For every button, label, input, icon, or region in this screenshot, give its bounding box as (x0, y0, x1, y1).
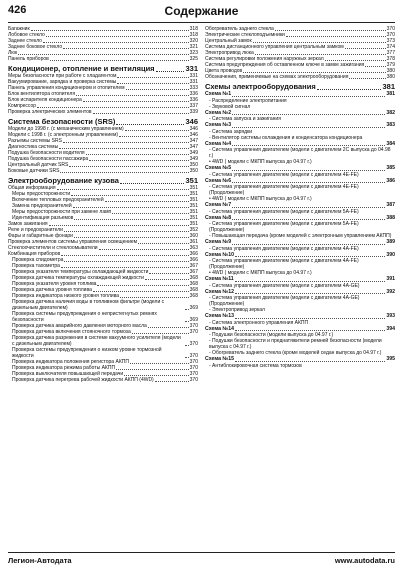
toc-entry-title: Проверка датчика включения стояночного тормоза (12, 329, 131, 335)
toc-entry-page: 368 (189, 287, 198, 293)
dot-leader (317, 89, 382, 90)
toc-entry-title: Реле и предохранители (8, 227, 63, 233)
scheme-heading-title: Схема №14 (205, 325, 234, 332)
dot-leader (125, 130, 189, 131)
toc-entry-title: Комбинация приборов (8, 251, 61, 257)
dot-leader (148, 327, 189, 328)
toc-entry-page: 369 (189, 305, 198, 311)
toc-entry-page: 370 (189, 323, 198, 329)
dot-leader (232, 182, 385, 183)
toc-entry-title: Проверка индикатора низкого уровня топлива (12, 293, 120, 299)
toc-entry-page: 367 (189, 263, 198, 269)
dot-leader (69, 166, 188, 167)
dot-leader (50, 60, 189, 61)
scheme-item: - Система управления двигателем (модели с двигателем 4А-GE) (209, 282, 360, 289)
toc-entry-title: Проверка указателя уровня топлива (12, 281, 97, 287)
toc-entry-title: Система дистанционного управления центральным замком (205, 44, 344, 50)
toc-entry-title: Заднее боковое стекло (8, 44, 63, 50)
dot-leader (185, 357, 189, 358)
toc-entry-title: Модели с 1998 г. (с электронным управлением) (8, 132, 119, 138)
scheme-heading-title: Схема №7 (205, 202, 232, 208)
toc-entry-title: Лобовое стекло (8, 32, 45, 38)
scheme-heading-title: Схема №5 (205, 165, 232, 171)
toc-entry (8, 347, 198, 359)
toc-entry-title: Замена предохранителей (12, 203, 72, 209)
dot-leader (18, 54, 188, 55)
scheme-heading-page: 394 (386, 325, 395, 332)
dot-leader (61, 255, 188, 256)
dot-leader (365, 66, 385, 67)
toc-entry-title: Электропривод люка (205, 50, 254, 56)
dot-leader (156, 71, 185, 72)
toc-entry-title: Обозначения, применяемые на схемах электрооборудования (205, 74, 349, 80)
toc-entry-title: Проверка системы предупреждения о непристегнутых ремнях безопасности (12, 311, 157, 323)
scheme-heading-page: 392 (386, 288, 395, 295)
dot-leader (46, 36, 189, 37)
dot-leader (116, 369, 189, 370)
dot-leader (31, 30, 189, 31)
scheme-item: - Система электронного управления АКПП (209, 319, 309, 326)
toc-entry-title: Проверка датчика наличия воды в топливном фильтре (модели с дизельным двигателем) (12, 299, 165, 311)
toc-right-column (205, 26, 395, 369)
toc-entry-title: Система регулировки положения наружных зеркал (205, 56, 324, 62)
dot-leader (235, 330, 385, 331)
toc-entry-title: Замок зажигания (8, 221, 48, 227)
toc-entry-page: 350 (189, 168, 198, 174)
dot-leader (116, 124, 184, 125)
toc-left-column (8, 26, 198, 383)
toc-entry-title: Меры безопасности при работе с хладагентом (8, 73, 117, 79)
dot-leader (63, 48, 188, 49)
toc-entry-page: 377 (386, 50, 395, 56)
scheme-heading-title: Схема №3 (205, 122, 232, 128)
dot-leader (185, 321, 189, 322)
scheme-heading-page: 383 (386, 122, 395, 128)
toc-entry-title: Проверка электрических элементов (8, 109, 92, 115)
toc-entry-page: 347 (189, 144, 198, 150)
toc-section-heading-title: Электрооборудование кузова (8, 176, 119, 185)
dot-leader (185, 309, 189, 310)
scheme-item: - Электропривод зеркал (209, 307, 265, 313)
scheme-heading-page: 391 (386, 276, 395, 282)
toc-section-heading-title: Схемы электрооборудования (205, 82, 316, 91)
toc-entry (8, 168, 198, 174)
toc-entry-title: Включение тепловых предохранителей (12, 197, 104, 203)
scheme-item: - Система управления двигателем (модели с двигателем 4А-FE) (209, 245, 359, 252)
scheme-item: - Подушки безопасности (модели выпуска до 04.97 г.) (209, 332, 334, 338)
toc-entry-page: 361 (189, 239, 198, 245)
dot-leader (149, 273, 188, 274)
dot-leader (253, 42, 386, 43)
toc-entry-page: 370 (189, 365, 198, 371)
dot-leader (232, 244, 385, 245)
toc-entry-page: 346 (189, 132, 198, 138)
dot-leader (243, 72, 385, 73)
scheme-item: - Система управления двигателем (модели с двигателем 2С выпуска до 04.98 г.) (209, 147, 391, 159)
toc-entry-page: 368 (189, 293, 198, 299)
dot-leader (37, 107, 189, 108)
scheme-item: - Антиблокировочная система тормозов (209, 362, 302, 369)
dot-leader (117, 83, 188, 84)
toc-entry (8, 335, 198, 347)
dot-leader (232, 145, 385, 146)
toc-entry-page: 378 (386, 56, 395, 62)
scheme-heading-page: 386 (386, 177, 395, 184)
dot-leader (49, 225, 189, 226)
toc-entry-page: 363 (189, 245, 198, 251)
dot-leader (349, 78, 385, 79)
dot-leader (74, 237, 189, 238)
toc-entry-title: Боковые датчики SRS (8, 168, 60, 174)
scheme-heading-page: 385 (386, 165, 395, 171)
toc-entry-page: 336 (189, 91, 198, 97)
dot-leader (105, 201, 189, 202)
toc-entry-page: 370 (189, 377, 198, 383)
toc-section-heading-page: 346 (185, 117, 198, 126)
toc-entry-title: Панель управления кондиционером и отопителем (8, 85, 125, 91)
scheme-item: • 4WD ( модели с МКПП выпуска до 04.97 г.) (209, 196, 312, 202)
scheme-item: - Система управления двигателем (модели с двигателем 4Е-FE) (209, 171, 359, 178)
toc-entry-page: 370 (189, 341, 198, 347)
dot-leader (275, 30, 386, 31)
scheme-heading-page: 388 (386, 214, 395, 221)
toc-entry-title: Проверка датчика температуры охлаждающей жидкости (12, 275, 144, 281)
toc-entry-title: Стеклоочистители и стеклоомыватели (8, 245, 98, 251)
toc-entry-page: 350 (189, 162, 198, 168)
dot-leader (93, 291, 189, 292)
scheme-heading-title: Схема №2 (205, 109, 232, 116)
dot-leader (57, 189, 189, 190)
toc-entry-title: Блок вентилятора отопителя (8, 91, 76, 97)
toc-entry-page: 380 (386, 74, 395, 80)
scheme-heading-page: 395 (386, 356, 395, 362)
toc-entry-page: 331 (189, 73, 198, 79)
toc-entry-page: 370 (189, 353, 198, 359)
toc-entry-page: 349 (189, 150, 198, 156)
toc-entry-title: Блок испарителя кондиционера (8, 97, 82, 103)
scheme-heading-title: Схема №11 (205, 276, 234, 282)
toc-entry-title: Компрессор (8, 103, 37, 109)
scheme-heading-page: 389 (386, 239, 395, 245)
toc-entry-page: 370 (386, 32, 395, 38)
toc-entry-page: 337 (189, 103, 198, 109)
dot-leader (93, 113, 189, 114)
dot-leader (235, 293, 385, 294)
toc-entry-title: Идентификация разъемов (12, 215, 74, 221)
publisher-url: www.autodata.ru (334, 556, 395, 565)
scheme-heading-page: 390 (386, 251, 395, 258)
toc-entry-page: 333 (189, 85, 198, 91)
toc-entry-page: 380 (386, 68, 395, 74)
toc-entry-title: Разъемы системы SRS (8, 138, 62, 144)
scheme-heading-title: Схема №1 (205, 91, 232, 97)
dot-leader (232, 96, 385, 97)
toc-entry-title: Проверка указателя температуры охлаждающей жидкости (12, 269, 149, 275)
dot-leader (74, 219, 188, 220)
toc-entry-title: Багажник (8, 26, 30, 32)
dot-leader (232, 219, 385, 220)
toc-entry-page: 374 (386, 44, 395, 50)
toc-entry-title: Панель приборов (8, 56, 49, 62)
dot-leader (232, 114, 385, 115)
scheme-heading-title: Схема №6 (205, 177, 232, 184)
toc-entry-page: 368 (189, 275, 198, 281)
scheme-heading-title: Схема №4 (205, 140, 232, 147)
dot-leader (117, 77, 188, 78)
toc-entry-page: 351 (189, 221, 198, 227)
toc-entry-page: 351 (189, 203, 198, 209)
scheme-item: - Система управления двигателем (модели с двигателем 4Е-FE) (Продолжение) (209, 184, 359, 196)
dot-leader (99, 249, 189, 250)
toc-entry-title: Проверка датчика аварийного давления моторного масла (12, 323, 147, 329)
toc-entry-page: 347 (189, 138, 198, 144)
toc-entry-page: 366 (189, 257, 198, 263)
dot-leader (63, 142, 189, 143)
dot-leader (120, 183, 185, 184)
toc-entry (8, 56, 198, 62)
toc-entry-page: 370 (189, 329, 198, 335)
dot-leader (155, 381, 189, 382)
toc-section-heading (8, 177, 198, 185)
toc-entry-page: 351 (189, 215, 198, 221)
toc-entry-page: 370 (386, 26, 395, 32)
toc-entry-title: Проверка датчика перегрева рабочей жидкости АКПП (4WD) (12, 377, 154, 383)
dot-leader (235, 256, 385, 257)
toc-entry-title: Вакуумирование, зарядка и проверка системы (8, 79, 117, 85)
scheme-item: - Система управления двигателем (модели с двигателем 4А-GE) (Продолжение) (209, 295, 360, 307)
toc-entry-title: Заднее стекло (8, 38, 42, 44)
dot-leader (255, 54, 386, 55)
scheme-item: • 4WD ( модели с МКПП выпуска до 04.97 г.) (209, 270, 312, 276)
toc-entry-title: Цвета проводов (205, 68, 243, 74)
toc-section-heading-page: 331 (185, 64, 198, 73)
page-header (8, 4, 395, 23)
scheme-heading-page: 382 (386, 109, 395, 116)
publisher-name: Легион-Автодата (8, 556, 72, 565)
dot-leader (83, 101, 189, 102)
dot-leader (132, 333, 189, 334)
toc-section-heading-title: Кондиционер, отопление и вентиляция (8, 64, 155, 73)
toc-section-heading-title: Система безопасности (SRS) (8, 117, 116, 126)
toc-entry-page: 321 (189, 44, 198, 50)
toc-entry-page: 351 (189, 191, 198, 197)
dot-leader (64, 231, 189, 232)
toc-entry-page: 346 (189, 126, 198, 132)
toc-entry-page: 370 (189, 359, 198, 365)
scheme-item: - Вентилятор системы охлаждения и конденсатора кондиционера (209, 134, 363, 141)
toc-entry-page: 368 (189, 281, 198, 287)
dot-leader (232, 207, 385, 208)
toc-entry-title: Центральный датчик SRS (8, 162, 69, 168)
toc-entry-page: 323 (189, 50, 198, 56)
dot-leader (235, 361, 385, 362)
scheme-item: • 4WD ( модели с МКПП выпуска до 04.97 г.) (209, 159, 312, 165)
toc-section-heading (205, 83, 395, 91)
scheme-heading-page: 384 (386, 140, 395, 147)
scheme-heading-title: Схема №9 (205, 239, 232, 245)
toc-entry-page: 379 (386, 62, 395, 68)
scheme-heading-page: 381 (386, 91, 395, 97)
toc-entry-page: 360 (189, 233, 198, 239)
dot-leader (232, 170, 385, 171)
toc-entry-title: Диагностика системы (8, 144, 59, 150)
dot-leader (76, 95, 189, 96)
toc-entry-page: 318 (189, 32, 198, 38)
dot-leader (59, 148, 188, 149)
toc-entry-title: Электрические стеклоподъемники (205, 32, 285, 38)
toc-entry-page: 351 (189, 185, 198, 191)
scheme-heading-title: Схема №10 (205, 251, 234, 258)
toc-entry-title: Подушка безопасности водителя (8, 150, 85, 156)
toc-entry-title: Проверка системы предупреждения о низком уровне тормозной жидкости (12, 347, 162, 359)
toc-entry-page: 318 (189, 26, 198, 32)
toc-entry-page: 325 (189, 56, 198, 62)
scheme-heading-title: Схема №13 (205, 313, 234, 319)
scheme-heading-page: 393 (386, 313, 395, 319)
scheme-item: - Подушки безопасности и преднатяжители ремней безопасности (модели выпуска с 04.97 г.) (209, 338, 382, 350)
toc-entry-title: Меры предосторожности при замене ламп (12, 209, 112, 215)
dot-leader (124, 375, 188, 376)
page-footer (8, 552, 395, 567)
toc-entry-page: 352 (189, 227, 198, 233)
toc-entry-title: Центральный замок (205, 38, 252, 44)
toc-entry-page: 339 (189, 109, 198, 115)
toc-entry-title: Проверка индикатора режима работы АКПП (12, 365, 116, 371)
dot-leader (145, 279, 189, 280)
dot-leader (60, 172, 188, 173)
toc-section-heading-page: 351 (185, 176, 198, 185)
toc-entry (8, 311, 198, 323)
toc-entry-page: 351 (189, 197, 198, 203)
dot-leader (232, 127, 385, 128)
toc-entry-title: Меры предосторожности (12, 191, 71, 197)
toc-section-heading (8, 118, 198, 126)
page-number: 426 (8, 4, 27, 16)
toc-entry-title: Фары и габаритные фонари (8, 233, 73, 239)
toc-entry (205, 74, 395, 80)
scheme-item: - Повышающая передача (кроме моделей с электронным управлением АКПП) (209, 233, 392, 239)
toc-entry-title: Проверка индикатора положения регистора АКПП (12, 359, 129, 365)
toc-entry-page: 336 (189, 97, 198, 103)
dot-leader (97, 285, 188, 286)
toc-entry (8, 299, 198, 311)
scheme-item: - Распределение электропитания (209, 97, 287, 104)
scheme-heading-page: 387 (386, 202, 395, 208)
dot-leader (120, 297, 189, 298)
toc-entry-title: Проверка датчика разрежения в системе вакуумного усилителя (модели с дизельным двигателем) (12, 335, 181, 347)
scheme-heading-title: Схема №12 (205, 288, 234, 295)
dot-leader (345, 48, 386, 49)
toc-entry-title: Обогреватель заднего стекла (205, 26, 274, 32)
toc-entry-page: 351 (189, 209, 198, 215)
toc-entry-title: Проверка спидометра (12, 257, 64, 263)
dot-leader (185, 345, 189, 346)
toc-entry-page: 373 (386, 38, 395, 44)
dot-leader (325, 60, 386, 61)
scheme-heading-title: Схема №8 (205, 214, 232, 221)
dot-leader (138, 243, 189, 244)
page-title: Содержание (164, 4, 239, 18)
dot-leader (130, 363, 189, 364)
scheme-item: - Система управления двигателем (модели с двигателем 4А-FE) (Продолжение) (209, 258, 359, 270)
dot-leader (71, 195, 189, 196)
toc-entry-page: 320 (189, 38, 198, 44)
toc-entry-page: 366 (189, 251, 198, 257)
dot-leader (119, 136, 189, 137)
dot-leader (112, 213, 188, 214)
toc-entry-title: Общая информация (8, 185, 56, 191)
toc-entry-title: Подушка безопасности пассажира (8, 156, 89, 162)
toc-entry-page: 349 (189, 156, 198, 162)
toc-entry (8, 109, 198, 115)
toc-entry-title: Проверка элементов системы управления освещением (8, 239, 138, 245)
scheme-item: - Система запуска и зажигания (209, 116, 281, 122)
scheme-item: - Система зарядки (209, 128, 252, 135)
toc-entry (8, 377, 198, 383)
dot-leader (73, 207, 189, 208)
dot-leader (64, 261, 188, 262)
dot-leader (235, 318, 385, 319)
dot-leader (89, 160, 189, 161)
dot-leader (61, 267, 189, 268)
toc-entry-title: Проверка выключателя повышающей передачи (12, 371, 124, 377)
dot-leader (286, 36, 386, 37)
dot-leader (43, 42, 189, 43)
toc-entry-title: Проверка тахометра (12, 263, 60, 269)
toc-entry-page: 367 (189, 269, 198, 275)
toc-entry-title: Проверка датчика уровня топлива (12, 287, 92, 293)
toc-entry-page: 370 (189, 371, 198, 377)
scheme-item: - Система управления двигателем (модели с двигателем 5А-FE) (Продолжение) (209, 221, 359, 233)
scheme-heading-title: Схема №15 (205, 356, 234, 362)
toc-section-heading-page: 381 (382, 82, 395, 91)
toc-section-heading (8, 65, 198, 73)
dot-leader (235, 281, 386, 282)
toc-entry-page: 331 (189, 79, 198, 85)
dot-leader (86, 154, 189, 155)
toc-entry-title: Система предупреждения об оставленном ключе в замке зажигания (205, 62, 365, 68)
scheme-item: - Звуковой сигнал (209, 103, 251, 110)
dot-leader (126, 89, 189, 90)
toc-entry-page: 369 (189, 317, 198, 323)
scheme-item: - Система управления двигателем (модели с двигателем 5А-FE) (209, 208, 359, 215)
toc-entry-title: Модели до 1998 г. (с механическим управлением) (8, 126, 124, 132)
toc-entry-title: Люк (8, 50, 18, 56)
scheme-item: - Обогреватель заднего стекла (кроме моделей седан выпуска до 04.97 г.) (209, 350, 382, 356)
